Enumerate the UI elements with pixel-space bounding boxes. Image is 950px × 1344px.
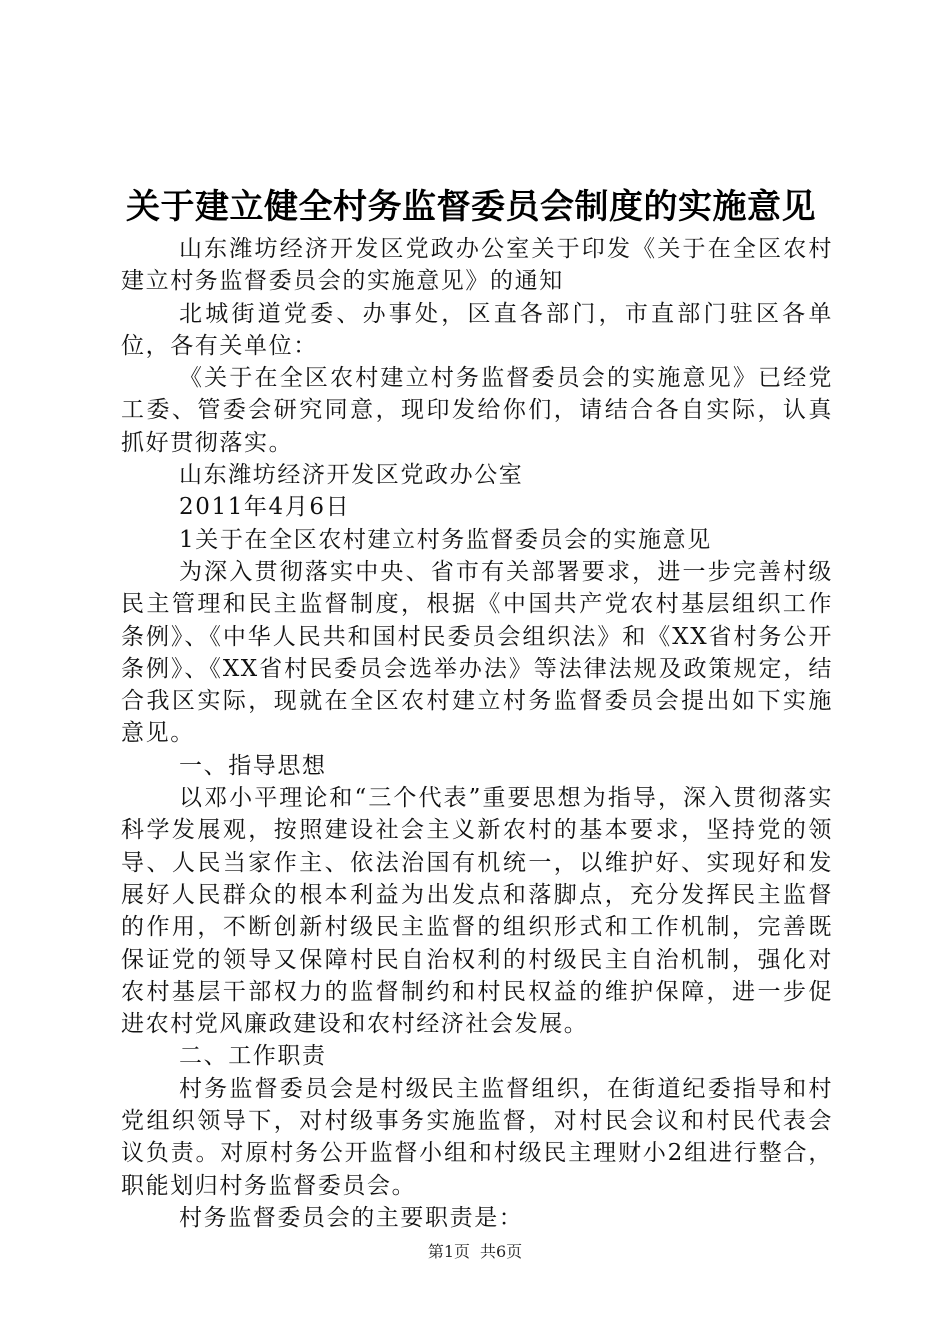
page-total: 共6页 <box>480 1242 523 1261</box>
addressee-paragraph: 北城街道党委、办事处，区直各部门，市直部门驻区各单位，各有关单位： <box>121 300 833 359</box>
notice-body-paragraph: 《关于在全区农村建立村务监督委员会的实施意见》已经党工委、管委会研究同意，现印发给你们，请结合各自实际，认真抓好贯彻落实。 <box>121 365 833 456</box>
issuer-line: 山东潍坊经济开发区党政办公室 <box>179 462 524 489</box>
page-number: 第1页 <box>427 1242 470 1261</box>
document-title: 关于建立健全村务监督委员会制度的实施意见 <box>126 187 816 227</box>
document-body <box>121 233 833 1234</box>
attachment-title-line: 1关于在全区农村建立村务监督委员会的实施意见 <box>179 526 712 553</box>
section-heading-duties: 二、工作职责 <box>179 1043 327 1070</box>
notice-heading-paragraph: 山东潍坊经济开发区党政办公室关于印发《关于在全区农村建立村务监督委员会的实施意见》的通知 <box>121 236 833 295</box>
main-duties-line: 村务监督委员会的主要职责是： <box>179 1204 524 1231</box>
page-footer <box>0 1240 950 1264</box>
section-heading-guiding-thought: 一、指导思想 <box>179 752 327 779</box>
intro-paragraph: 为深入贯彻落实中央、省市有关部署要求，进一步完善村级民主管理和民主监督制度，根据《中国共产党农村基层组织工作条例》、《中华人民共和国村民委员会组织法》和《XX省村务公开条例》、《XX省村民委员会选举办法》等法律法规及政策规定，结合我区实际，现就在全区农村建立村务监督委员会提出如下实施意见。 <box>121 558 833 747</box>
duties-paragraph: 村务监督委员会是村级民主监督组织，在街道纪委指导和村党组织领导下，对村级事务实施监督，对村民会议和村民代表会议负责。对原村务公开监督小组和村级民主理财小2组进行整合，职能划归村务监督委员会。 <box>121 1075 833 1199</box>
date-line: 2011年4月6日 <box>179 494 351 521</box>
guiding-thought-paragraph: 以邓小平理论和“三个代表”重要思想为指导，深入贯彻落实科学发展观，按照建设社会主义新农村的基本要求，坚持党的领导、人民当家作主、依法治国有机统一，以维护好、实现好和发展好人民群众的根本利益为出发点和落脚点，充分发挥民主监督的作用，不断创新村级民主监督的组织形式和工作机制，完善既保证党的领导又保障村民自治权利的村级民主自治机制，强化对农村基层干部权力的监督制约和村民权益的维护保障，进一步促进农村党风廉政建设和农村经济社会发展。 <box>121 785 833 1038</box>
